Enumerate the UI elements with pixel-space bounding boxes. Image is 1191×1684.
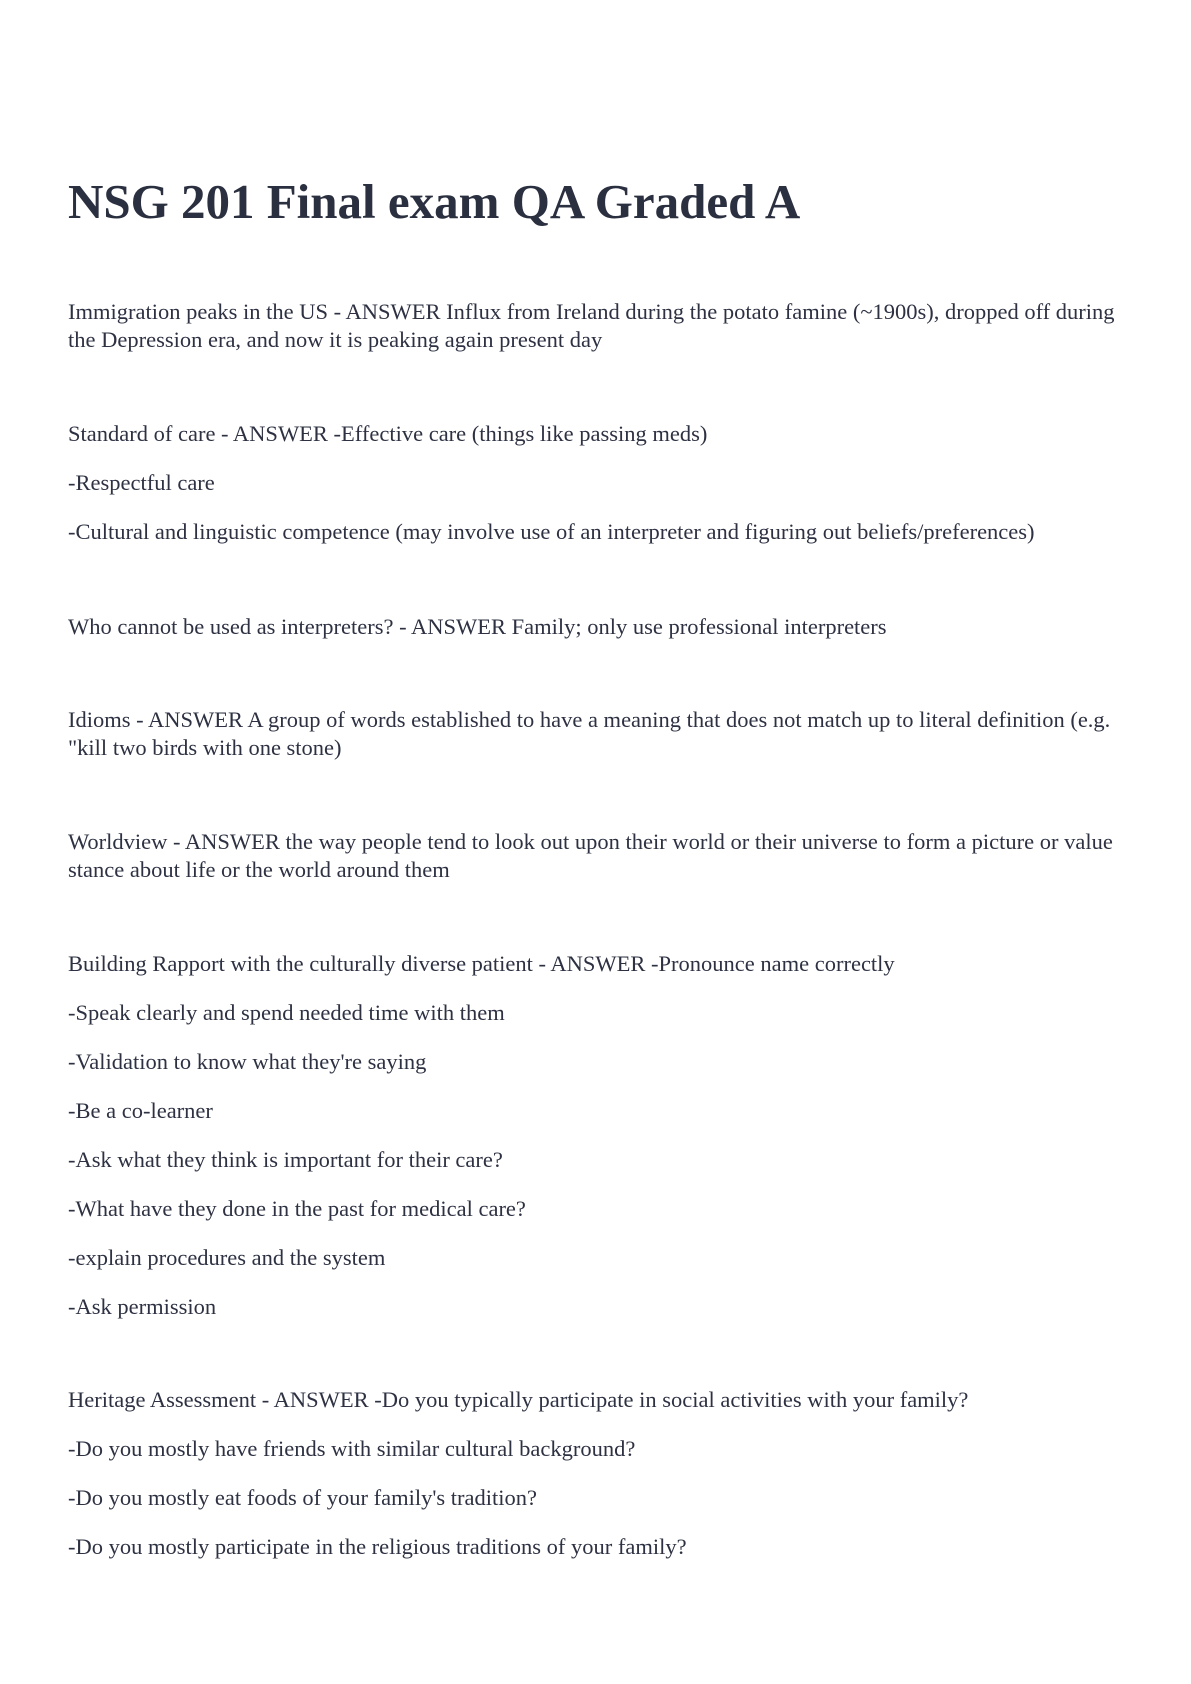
entry-line: Immigration peaks in the US - ANSWER Influx from Ireland during the potato famine (~1900s), dropped off during the Depression era, and now it is peaking again present day (68, 299, 1115, 352)
entry-line: -Do you mostly have friends with similar cultural background? (68, 1436, 636, 1461)
entry-line: -Validation to know what they're saying (68, 1049, 427, 1074)
entry-line: -Do you mostly eat foods of your family's tradition? (68, 1485, 537, 1510)
entry-line: -What have they done in the past for medical care? (68, 1196, 526, 1221)
qa-entry-interpreters (68, 613, 1128, 641)
entry-line: -Be a co-learner (68, 1098, 213, 1123)
entry-line: -Respectful care (68, 470, 215, 495)
entry-line: -explain procedures and the system (68, 1245, 386, 1270)
entry-line: -Cultural and linguistic competence (may involve use of an interpreter and figuring out beliefs/preferences) (68, 519, 1035, 544)
entry-line: Worldview - ANSWER the way people tend to look out upon their world or their universe to form a picture or value stance about life or the world around them (68, 829, 1113, 882)
entry-line: Building Rapport with the culturally diverse patient - ANSWER -Pronounce name correctly (68, 951, 895, 976)
entry-line: -Ask what they think is important for their care? (68, 1147, 503, 1172)
qa-entry-immigration-peaks (68, 298, 1128, 354)
qa-entry-worldview (68, 828, 1128, 884)
entry-line: -Speak clearly and spend needed time with them (68, 1000, 505, 1025)
qa-entry-idioms (68, 706, 1128, 762)
entry-line: -Do you mostly participate in the religious traditions of your family? (68, 1534, 687, 1559)
qa-entry-heritage-assessment (68, 1386, 1128, 1561)
qa-entry-building-rapport (68, 950, 1128, 1321)
entry-line: Heritage Assessment - ANSWER -Do you typically participate in social activities with your family? (68, 1387, 969, 1412)
entry-line: -Ask permission (68, 1294, 217, 1319)
qa-entry-standard-of-care (68, 420, 1128, 546)
document-title: NSG 201 Final exam QA Graded A (68, 174, 801, 229)
entry-line: Idioms - ANSWER A group of words established to have a meaning that does not match up to literal definition (e.g. "kill two birds with one stone) (68, 707, 1111, 760)
entry-line: Standard of care - ANSWER -Effective care (things like passing meds) (68, 421, 708, 446)
entry-line: Who cannot be used as interpreters? - ANSWER Family; only use professional interpreters (68, 614, 887, 639)
